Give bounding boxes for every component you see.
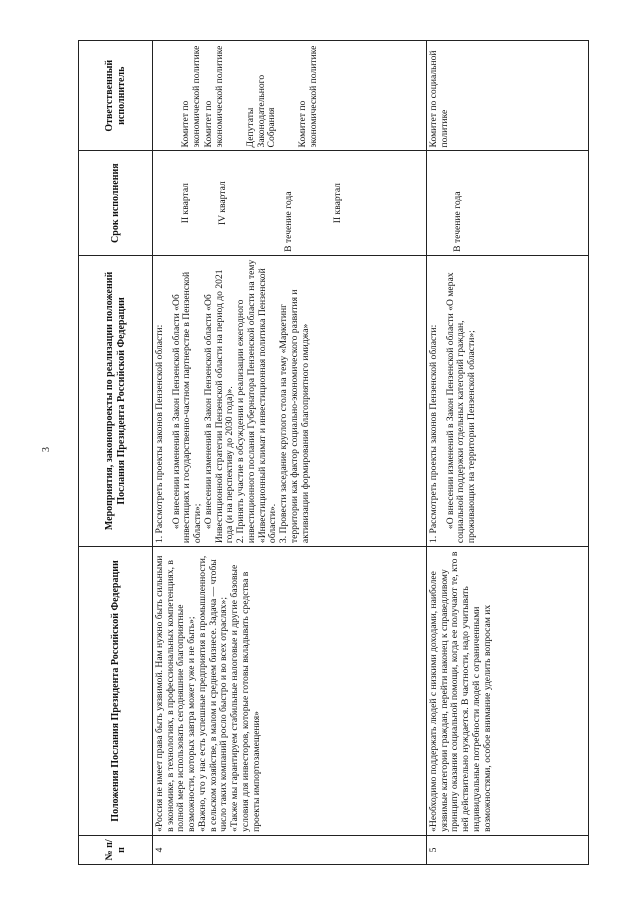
term-cell	[153, 151, 427, 255]
term-text: II квартал	[180, 183, 191, 224]
action-paragraph: 1. Рассмотреть проекты законов Пензенской области:	[154, 324, 165, 544]
policy-paragraph: «Также мы гарантируем стабильные налоговые и другие базовые условия для инвесторов, которые готовы вкладывать средства в проекты импортозамещения»	[229, 564, 262, 832]
row-num: 5	[427, 835, 589, 864]
table-row	[153, 41, 427, 865]
action-paragraph: «О внесении изменений в Закон Пензенской области «Об Инвестиционной стратегии Пензенской области на период до 2021 года (и на перспективу до 2030 года)».	[202, 269, 236, 544]
resp-text: Комитет по экономической политике	[180, 45, 202, 148]
policy-cell	[427, 547, 589, 836]
header-term: Срок исполнения	[79, 151, 153, 255]
rotated-table-wrapper	[78, 40, 589, 865]
action-paragraph: 3. Провести заседание круглого стола на тему «Маркетинг территории как фактор социально-экономического развития и активизации формирования благоприятного имиджа»	[278, 289, 311, 544]
header-policy: Положения Послания Президента Российской Федерации	[79, 547, 153, 836]
resp-cell	[427, 41, 589, 151]
table-row	[427, 41, 589, 865]
action-paragraph: 1. Рассмотреть проекты законов Пензенской области:	[428, 324, 439, 544]
policy-paragraph: «Необходимо поддержать людей с низкими доходами, наиболее уязвимые категории граждан, перейти наконец к справедливому принципу оказания социальной помощи, когда ее получают те, кто в ней действительно нуждается. В частности, надо учитывать индивидуальные потребности людей с ограниченными возможностями, особое внимание уделить вопросам их	[428, 551, 493, 832]
term-text: II квартал	[332, 183, 344, 224]
header-action: Мероприятия, законопроекты по реализации положений Послания Президента Российской Федерации	[79, 255, 153, 546]
resp-text: Комитет по социальной политике	[428, 50, 450, 148]
term-text: В течение года	[283, 191, 295, 252]
action-paragraph: 2. Принять участие в обсуждении и реализации ежегодного инвестиционного послания Губернатора Пензенской области на тему «Инвестиционный климат и инвестиционная политика Пензенской области».	[235, 259, 279, 544]
action-paragraph: «О внесении изменений в Закон Пензенской области «Об инвестициях и государственно-частном партнерстве в Пензенской области»;	[170, 271, 204, 544]
policy-paragraph: «Важно, что у нас есть успешные предприятия в промышленности, в сельском хозяйстве, в малом и среднем бизнесе. Задача — чтобы число таких компаний росло быстро и во всех отраслях»;	[196, 555, 230, 832]
action-cell	[153, 255, 427, 546]
header-resp: Ответственный исполнитель	[79, 41, 153, 151]
header-row	[79, 41, 153, 865]
resp-cell	[153, 41, 427, 151]
resp-text: Депутаты Законодательного Собрания	[244, 74, 278, 148]
policy-paragraph: «Россия не имеет права быть уязвимой. Нам нужно быть сильными в экономике, в технологиях, в профессиональных компетенциях, в полной мере использовать сегодняшние благоприятные возможности, которых завтра может уже и не быть»;	[154, 555, 198, 832]
resolution-table	[78, 40, 589, 865]
action-paragraph: «О внесении изменений в Закон Пензенской области «О мерах социальной поддержки отдельных категорий граждан, проживающих на территории Пензенской области»;	[444, 272, 478, 544]
term-text: В течение года	[452, 191, 463, 252]
term-cell	[427, 151, 589, 255]
policy-cell	[153, 547, 427, 836]
row-num: 4	[153, 835, 427, 864]
resp-text: Комитет по экономической политике	[203, 45, 226, 148]
resp-text: Комитет по экономической политике	[297, 45, 319, 148]
page-number: 3	[41, 447, 52, 452]
term-text: IV квартал	[216, 181, 228, 226]
header-num: № п/п	[79, 835, 153, 864]
action-cell	[427, 255, 589, 546]
